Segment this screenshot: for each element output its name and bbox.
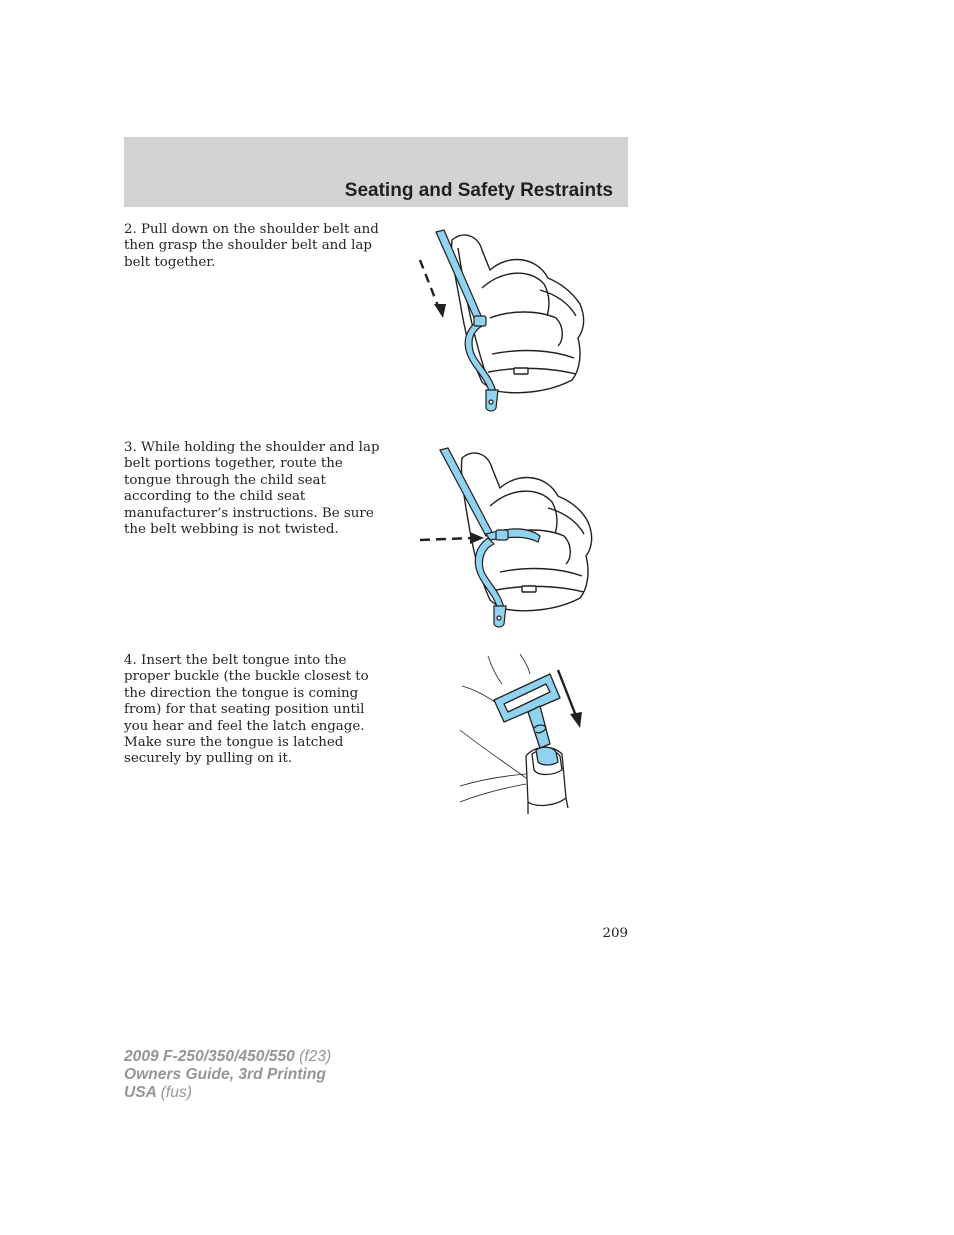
step-3-text: 3. While holding the shoulder and lap belt portions together, route the tongue through the child seat according to the child seat manufacturer’s instructions. Be sure the belt webbing is not twisted. xyxy=(124,440,380,538)
section-header xyxy=(124,137,628,207)
footer-line-guide: Owners Guide, 3rd Printing xyxy=(124,1066,326,1083)
footer-model-name: 2009 F-250/350/450/550 xyxy=(124,1048,295,1065)
step-4-text: 4. Insert the belt tongue into the proper buckle (the buckle closest to the direction the tongue is coming from) for that seating position until you hear and feel the latch engage. Make sure the tongue is latched securely by pulling on it. xyxy=(124,653,369,767)
child-seat-route-tongue-illustration xyxy=(418,444,598,632)
footer-line-model xyxy=(124,1048,331,1066)
footer-line-market xyxy=(124,1084,331,1102)
section-title: Seating and Safety Restraints xyxy=(344,180,613,201)
document-footer xyxy=(124,1048,331,1102)
step-2-text: 2. Pull down on the shoulder belt and then grasp the shoulder belt and lap belt together. xyxy=(124,222,379,270)
child-seat-pull-belt-illustration xyxy=(412,226,592,414)
page-number: 209 xyxy=(602,926,628,941)
footer-market-code: (fus) xyxy=(160,1084,192,1101)
footer-model-code: (f23) xyxy=(299,1048,332,1065)
footer-market-name: USA xyxy=(124,1084,157,1101)
buckle-insert-tongue-illustration xyxy=(456,652,592,818)
